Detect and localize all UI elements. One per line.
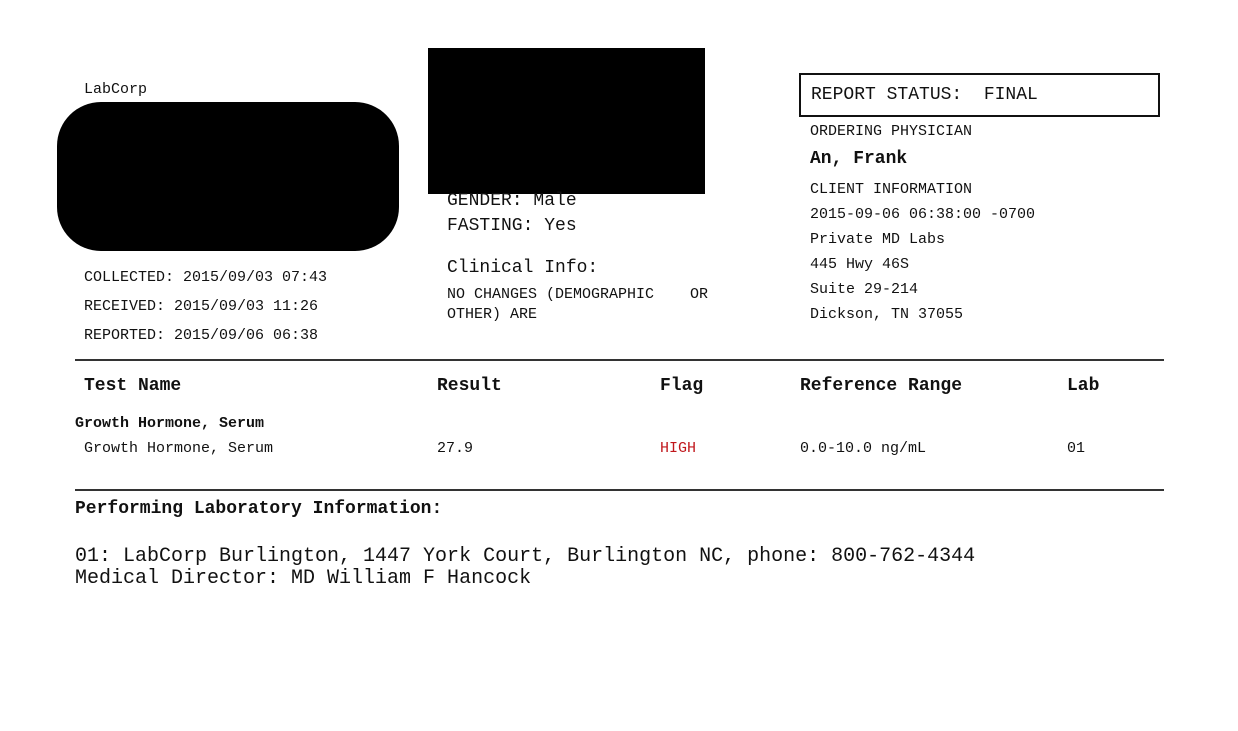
cell-lab: 01 — [1067, 440, 1086, 457]
clinical-info-label: Clinical Info: — [447, 258, 599, 278]
column-header-result: Result — [437, 376, 502, 396]
divider — [75, 359, 1164, 361]
client-name: Private MD Labs — [810, 231, 946, 248]
column-header-reference-range: Reference Range — [800, 376, 963, 396]
column-header-test-name: Test Name — [84, 376, 182, 396]
lab-name: LabCorp — [84, 81, 148, 98]
client-timestamp: 2015-09-06 06:38:00 -0700 — [810, 206, 1036, 223]
reported-date: REPORTED: 2015/09/06 06:38 — [84, 327, 319, 344]
medical-director: Medical Director: MD William F Hancock — [75, 567, 532, 590]
client-address: 445 Hwy 46S — [810, 256, 910, 273]
collected-date: COLLECTED: 2015/09/03 07:43 — [84, 269, 328, 286]
redacted-block — [428, 48, 705, 194]
column-header-lab: Lab — [1067, 376, 1100, 396]
cell-result: 27.9 — [437, 440, 474, 457]
gender: GENDER: Male — [447, 191, 577, 211]
clinical-info-text: NO CHANGES (DEMOGRAPHIC OR — [447, 286, 709, 303]
cell-test-name: Growth Hormone, Serum — [84, 440, 274, 457]
report-status: REPORT STATUS: FINAL — [811, 85, 1038, 105]
fasting: FASTING: Yes — [447, 216, 577, 236]
clinical-info-text: OTHER) ARE — [447, 306, 538, 323]
physician-name: An, Frank — [810, 149, 908, 169]
client-information-label: CLIENT INFORMATION — [810, 181, 973, 198]
received-date: RECEIVED: 2015/09/03 11:26 — [84, 298, 319, 315]
performing-lab-title: Performing Laboratory Information: — [75, 499, 443, 519]
divider — [75, 489, 1164, 491]
ordering-physician-label: ORDERING PHYSICIAN — [810, 123, 973, 140]
redacted-block — [57, 102, 399, 251]
cell-flag: HIGH — [660, 440, 697, 457]
test-group-name: Growth Hormone, Serum — [75, 415, 265, 432]
cell-reference-range: 0.0-10.0 ng/mL — [800, 440, 927, 457]
client-address: Suite 29-214 — [810, 281, 919, 298]
report-status-box — [799, 73, 1160, 117]
client-city: Dickson, TN 37055 — [810, 306, 964, 323]
performing-lab-address: 01: LabCorp Burlington, 1447 York Court, Burlington NC, phone: 800-762-4344 — [75, 545, 976, 568]
column-header-flag: Flag — [660, 376, 704, 396]
